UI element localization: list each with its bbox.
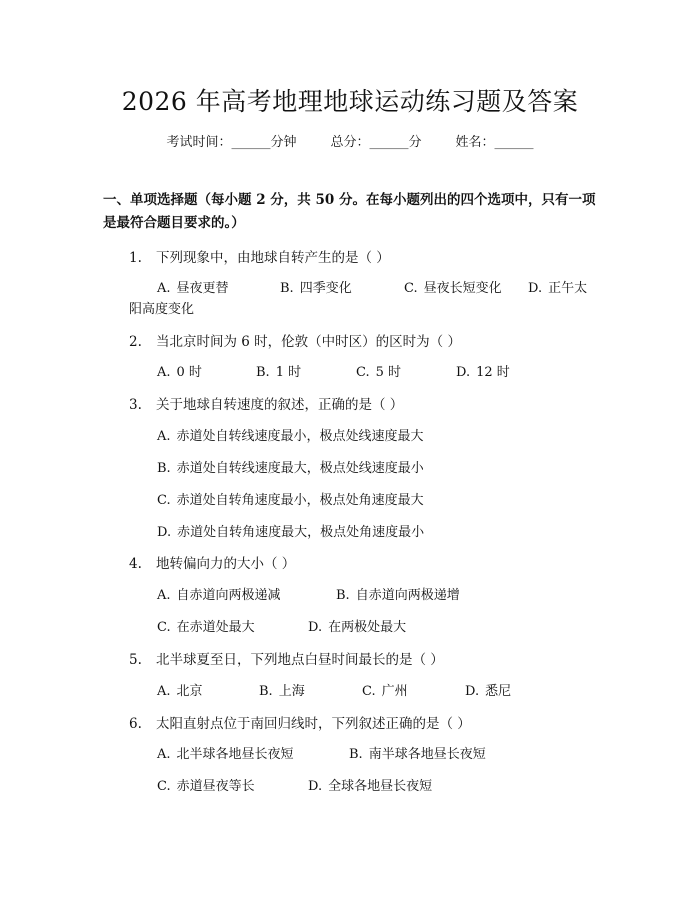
exam-meta [0,131,700,150]
option-4b: B. 自赤道向两极递增 [336,588,460,603]
option-3a: A. 赤道处自转线速度最小，极点处线速度最大 [157,429,424,444]
option-3d: D. 赤道处自转角速度最大，极点处角速度最小 [157,525,425,540]
question-3 [129,393,403,413]
question-number: 3. [129,397,142,413]
question-number: 1. [129,250,142,266]
section-heading: 一、单项选择题（每小题 2 分，共 50 分。在每小题列出的四个选项中，只有一项是最符合题目要求的。） [103,192,596,231]
question-number: 5. [129,652,142,668]
student-name-field: 姓名：______ [455,135,534,150]
exam-title: 2026 年高考地理地球运动练习题及答案 [121,87,579,116]
question-stem: 北半球夏至日，下列地点白昼时间最长的是（ ） [156,652,444,668]
option-5c: C. 广州 [362,684,408,699]
question-stem: 关于地球自转速度的叙述，正确的是（ ） [156,397,404,413]
option-2a: A. 0 时 [157,365,202,380]
question-number: 6. [129,716,142,732]
option-4d: D. 在两极处最大 [308,620,407,635]
option-5b: B. 上海 [259,684,305,699]
total-score-field: 总分：______分 [330,135,422,150]
option-4a: A. 自赤道向两极递减 [157,588,281,603]
option-3c: C. 赤道处自转角速度最小，极点处角速度最大 [157,493,424,508]
option-2b: B. 1 时 [256,365,302,380]
question-stem: 当北京时间为 6 时，伦敦（中时区）的区时为（ ） [156,334,461,350]
option-1d-continuation: 阳高度变化 [129,302,195,317]
option-5d: D. 悉尼 [465,684,512,699]
option-1c: C. 昼夜长短变化 [404,281,502,296]
question-1 [129,246,390,266]
option-3b: B. 赤道处自转线速度最大，极点处线速度最小 [157,461,424,476]
question-number: 4. [129,556,142,572]
option-2c: C. 5 时 [356,365,402,380]
option-1a: A. 昼夜更替 [157,281,229,296]
option-6b: B. 南半球各地昼长夜短 [349,747,486,762]
option-4c: C. 在赤道处最大 [157,620,255,635]
question-5 [129,648,444,668]
option-6c: C. 赤道昼夜等长 [157,779,255,794]
question-stem: 地转偏向力的大小（ ） [156,556,296,572]
question-2 [129,330,461,350]
option-1d: D. 正午太 [528,281,588,296]
question-6 [129,712,471,732]
exam-time-field: 考试时间：______分钟 [166,135,297,150]
option-5a: A. 北京 [157,684,203,699]
option-6d: D. 全球各地昼长夜短 [308,779,433,794]
question-stem: 下列现象中，由地球自转产生的是（ ） [156,250,390,266]
question-stem: 太阳直射点位于南回归线时，下列叙述正确的是（ ） [156,716,471,732]
option-1b: B. 四季变化 [280,281,352,296]
option-2d: D. 12 时 [456,365,510,380]
option-6a: A. 北半球各地昼长夜短 [157,747,294,762]
question-number: 2. [129,334,142,350]
question-4 [129,552,295,572]
